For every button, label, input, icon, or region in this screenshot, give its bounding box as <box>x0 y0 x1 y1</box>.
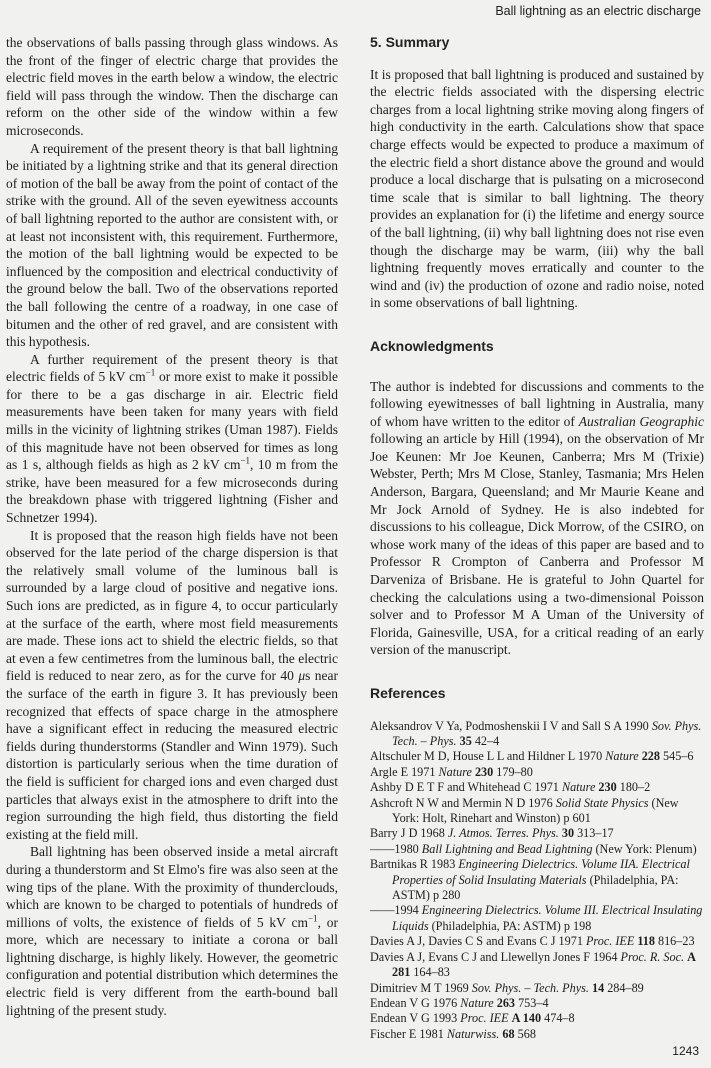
reference-item: Endean V G 1993 Proc. IEE A 140 474–8 <box>370 1011 575 1026</box>
references-heading: References <box>370 685 446 701</box>
reference-item: Altschuler M D, House L L and Hildner L 1970 Nature 228 545–6 <box>370 749 694 764</box>
paragraph-ion-shielding: It is proposed that the reason high fields have not been observed for the late period of the charge dispersion is that the relatively small volume of the luminous ball is surrounded by a large cloud of positive and negative ions. Such ions are predicted, as in figure 4, to occur particularly at the surface of the earth, where most field measurements are made. These ions act to shield the electric fields, so that at even a few centimetres from the luminous ball, the electric field is reduced to near zero, as for the curve for 40 μs near the surface of the earth in figure 3. It has previously been recognized that effects of space charge in the atmosphere have a significant effect in reducing the measured electric fields during thunderstorms (Standler and Winn 1979). Such distortion is particularly serious when the time duration of the field is sufficient for charged ions and even charged dust particles that always exist in the atmosphere to drift into the region surrounding the high field, thus distorting the field existing at the field mill. <box>6 527 339 842</box>
page-number: 1243 <box>672 1044 699 1058</box>
acknowledgments-text: The author is indebted for discussions and comments to the following eyewitnesses of ball lightning in Australia, many of whom have written to the editor of Australian Geographic following an article by Hill (1994), on the observation of Mr Joe Keunen: Mr Joe Keunen, Canberra; Mrs M (Trixie) Webster, Perth; Mrs M Close, Stanley, Tasmania; Mrs Helen Anderson, Bargara, Queensland; and Mr Maurie Keane and Mr Jock Arnold of Sydney. He is also indebted for discussions to his colleague, Dick Morrow, of the CSIRO, on whose work many of the ideas of this paper are based and to Professor R Crompton of Canberra and Professor M Darveniza of Brisbane. He is grateful to John Quartel for checking the calculations using a two-dimensional Poisson solver and to Professor M A Uman of the University of Florida, Gainesville, USA, for a critical reading of an early version of the manuscript. <box>370 378 704 658</box>
reference-item: Argle E 1971 Nature 230 179–80 <box>370 764 533 779</box>
paragraph-aircraft: Ball lightning has been observed inside a metal aircraft during a thunderstorm and St Elmo's fire was also seen at the wing tips of the plane. With the proximity of thunderclouds, which are known to be charged to potentials of hundreds of millions of volts, the existence of fields of 5 kV $cm^{-1}$, or more, which are necessary to initiate a corona or ball lightning discharge, is highly likely. However, the geometric configuration and potential distribution which determines the electric field is very different from the earth-bound ball lightning of the present study. <box>6 844 338 1018</box>
acknowledgments-heading: Acknowledgments <box>370 337 494 354</box>
reference-item: Fischer E 1981 Naturwiss. 68 568 <box>370 1026 536 1041</box>
reference-item: ——1994 Engineering Dielectrics. Volume III. Electrical Insulating Liquids (Philadelphia, PA: ASTM) p 198 <box>370 903 703 933</box>
reference-item: Ashcroft N W and Mermin N D 1976 Solid State Physics (New York: Holt, Rinehart and Winston) p 601 <box>370 795 679 826</box>
paragraph-windows: the observations of balls passing through glass windows. As the front of the finger of electric charge that provides the electric field moves in the earth below a window, the electric field will pass through the window. Then the discharge can reform on the other side of the window within a few microseconds. <box>6 35 338 138</box>
left-column <box>6 34 338 1019</box>
summary-heading: 5. Summary <box>370 34 450 50</box>
summary-text: It is proposed that ball lightning is produced and sustained by the electric fields associated with the dispersing electric charges from a local lightning strike moving along fingers of high conductivity in the earth. Calculations show that space charge effects would be expected to produce a maximum of the electric field a short distance above the ground and would produce a local discharge that is pulsating on a microsecond time scale that is similar to ball lightning. The theory provides an explanation for (i) the lifetime and energy source of the ball lightning, (ii) why ball lightning does not rise even though the discharge may be warm, (iii) why the ball lightning frequently moves erratically and counter to the wind and (iv) the production of ozone and radio noise, noted in some observations of ball lightning. <box>370 66 704 311</box>
paragraph-field-requirement: A further requirement of the present theory is that electric fields of 5 kV $cm^{-1}$ or more exist to make it possible for there to be a gas discharge in air. Electric field measurements have been taken for many years with field mills in the vicinity of lightning strikes (Uman 1987). Fields of this magnitude have not been observed for times as long as 1 s, although fields as high as 2 kV $cm^{-1}$, 10 m from the strike, have been measured for a few microseconds during the breakdown phase with triggered lightning (Fisher and Schnetzer 1994). <box>6 351 339 526</box>
reference-item: Dimitriev M T 1969 Sov. Phys. – Tech. Phys. 14 284–89 <box>370 980 644 995</box>
reference-item: Davies A J, Davies C S and Evans C J 1971 Proc. IEE 118 816–23 <box>370 934 695 949</box>
reference-item: Aleksandrov V Ya, Podmoshenskii I V and Sall S A 1990 Sov. Phys. Tech. – Phys. 35 42–4 <box>370 718 702 748</box>
reference-list <box>370 719 704 1043</box>
reference-item: Bartnikas R 1983 Engineering Dielectrics. Volume IIA. Electrical Properties of Solid Insulating Materials (Philadelphia, PA: ASTM) p 280 <box>370 857 690 903</box>
reference-item: Davies A J, Evans C J and Llewellyn Jones F 1964 Proc. R. Soc. A 281 164–83 <box>370 949 696 980</box>
reference-item: Endean V G 1976 Nature 263 753–4 <box>370 995 549 1010</box>
right-column <box>370 34 704 1042</box>
reference-item: ——1980 Ball Lightning and Bead Lightning (New York: Plenum) <box>370 841 697 856</box>
reference-item: Barry J D 1968 J. Atmos. Terres. Phys. 30 313–17 <box>370 826 614 841</box>
paragraph-requirement-initiation: A requirement of the present theory is that ball lightning be initiated by a lightning strike and that its general direction of motion of the ball be away from the point of contact of the strike with the ground. All of the seven eyewitness accounts of ball lightning reported to the author are consistent with, or at least not inconsistent with, this requirement. Furthermore, the motion of the ball lightning would be expected to be influenced by the composition and electrical conductivity of the ground below the ball. Two of the observations reported the ball following the centre of a roadway, in one case of bitumen and the other of red gravel, and are consistent with this hypothesis. <box>6 140 338 350</box>
reference-item: Ashby D E T F and Whitehead C 1971 Nature 230 180–2 <box>370 780 651 795</box>
running-head: Ball lightning as an electric discharge <box>495 4 701 18</box>
